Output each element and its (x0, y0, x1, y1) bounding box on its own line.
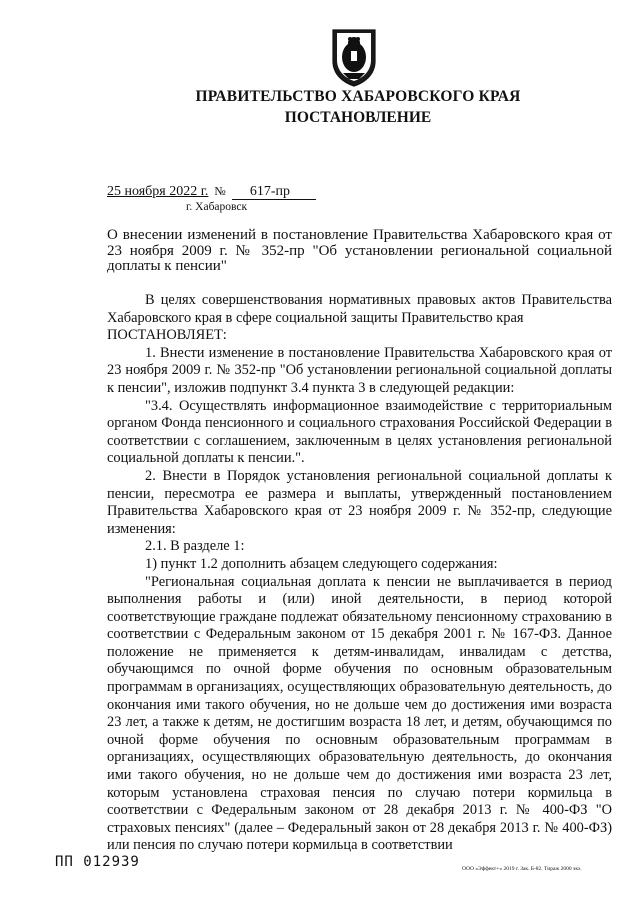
preamble: В целях совершенствования нормативных правовых актов Правительства Хабаровского края в сфере социальной защиты Правительство края (107, 292, 612, 326)
paragraph-2: 2. Внести в Порядок установления региональной социальной доплаты к пенсии, пересмотра ее размера и выплаты, утвержденный постановлением Правительства Хабаровского края от 23 ноября 2009 г. № 352-пр, следующие изменения: (107, 467, 612, 537)
resolves-heading: ПОСТАНОВЛЯЕТ: (107, 327, 227, 344)
document-title: О внесении изменений в постановление Правительства Хабаровского края от 23 ноября 2009 г. № 352-пр "Об установлении региональной социальной доплаты к пенсии" (107, 227, 612, 274)
government-name: ПРАВИТЕЛЬСТВО ХАБАРОВСКОГО КРАЯ (195, 88, 521, 105)
document-body (107, 292, 612, 855)
document-date: 25 ноября 2022 г. (107, 184, 209, 199)
form-code: ПП 012939 (55, 854, 140, 870)
subparagraph-1: 1) пункт 1.2 дополнить абзацем следующего содержания: (145, 555, 498, 572)
paragraph-1: 1. Внести изменение в постановление Правительства Хабаровского края от 23 ноября 2009 г. № 352-пр "Об установлении региональной социальной доплаты к пенсии", изложив подпункт 3.4 пункта 3 в следующей редакции: (107, 344, 612, 396)
document-type: ПОСТАНОВЛЕНИЕ (284, 109, 432, 126)
printer-imprint: ООО «Эффект+» 2019 г. Зак. Б-82. Тираж 2000 экз. (462, 866, 582, 872)
paragraph-2-1: 2.1. В разделе 1: (145, 538, 245, 555)
date-number-line (107, 184, 316, 200)
document-number: 617-пр (232, 184, 316, 200)
coat-of-arms-icon (329, 27, 379, 87)
number-sign: № (214, 184, 226, 198)
paragraph-1-quote: "3.4. Осуществлять информационное взаимодействие с территориальным органом Фонда пенсионного и социального страхования Российской Федерации в соответствии с соглашением, заключенным в целях установления региональной социальной доплаты к пенсии.". (107, 397, 612, 467)
paragraph-quote-1-2: "Региональная социальная доплата к пенсии не выплачивается в период выполнения работы и (или) иной деятельности, в период которой соответствующие граждане подлежат обязательному пенсионному страхованию в соответствии с Федеральным законом от 15 декабря 2001 г. № 167-ФЗ. Данное положение не применяется к детям-инвалидам, инвалидам с детства, обучающимся по очной форме обучения по основным образовательным программам в организациях, осуществляющих образовательную деятельность, до окончания ими такого обучения, но не дольше чем до достижения ими возраста 23 лет, а также к детям, не достигшим возраста 18 лет, и детям, обучающимся по очной форме обучения по основным образовательным программам в организациях, осуществляющих образовательную деятельность, до окончания ими такого обучения, но не дольше чем до достижения ими возраста 23 лет, которым установлена страховая пенсия по случаю потери кормильца в соответствии с Федеральным законом от 28 декабря 2013 г. № 400-ФЗ "О страховых пенсиях" (далее – Федеральный закон от 28 декабря 2013 г. № 400-ФЗ) или пенсия по случаю потери кормильца в соответствии (107, 573, 612, 854)
city: г. Хабаровск (186, 201, 248, 213)
